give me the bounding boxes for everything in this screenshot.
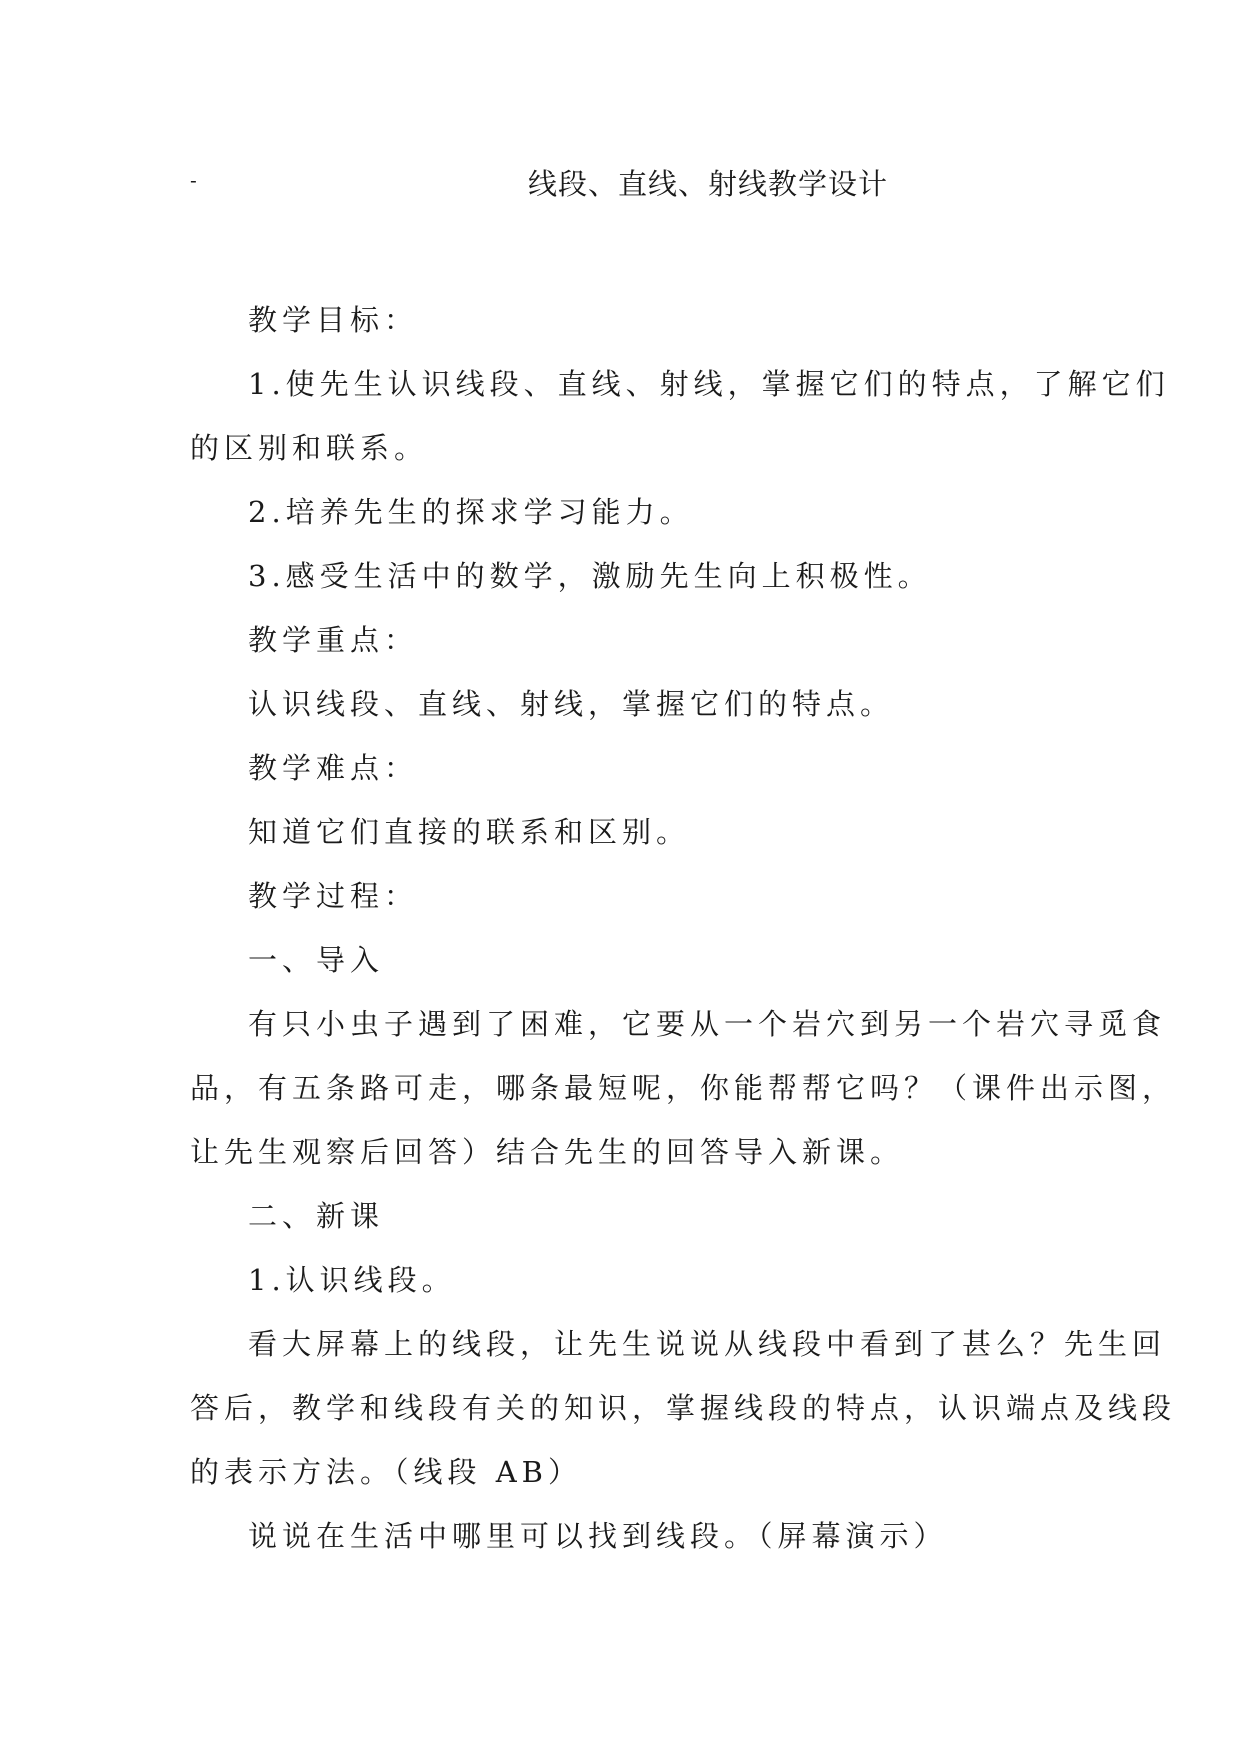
body-line: 说说在生活中哪里可以找到线段。（屏幕演示） bbox=[248, 1519, 948, 1553]
body-line: 有只小虫子遇到了困难，它要从一个岩穴到另一个岩穴寻觅食 bbox=[248, 1007, 1167, 1041]
document-body bbox=[190, 288, 1177, 1568]
body-line: 知道它们直接的联系和区别。 bbox=[248, 815, 691, 849]
body-line: 的表示方法。（线段 AB） bbox=[190, 1455, 582, 1489]
body-line: 答后，教学和线段有关的知识，掌握线段的特点，认识端点及线段 bbox=[190, 1391, 1177, 1425]
body-line: 教学重点： bbox=[248, 623, 419, 657]
body-line: 教学过程： bbox=[248, 879, 419, 913]
body-line: 看大屏幕上的线段，让先生说说从线段中看到了甚么？先生回 bbox=[248, 1327, 1167, 1361]
body-line: 一、导入 bbox=[248, 943, 385, 977]
body-line: 1.认识线段。 bbox=[248, 1263, 456, 1297]
body-line: 教学难点： bbox=[248, 751, 419, 785]
body-line: 的区别和联系。 bbox=[190, 431, 429, 465]
body-line: 二、新课 bbox=[248, 1199, 385, 1233]
body-line: 让先生观察后回答）结合先生的回答导入新课。 bbox=[190, 1135, 905, 1169]
body-line: 1.使先生认识线段、直线、射线，掌握它们的特点，了解它们 bbox=[248, 367, 1170, 401]
body-line: 2.培养先生的探求学习能力。 bbox=[248, 495, 694, 529]
header-mark: - bbox=[190, 168, 197, 192]
body-line: 品，有五条路可走，哪条最短呢，你能帮帮它吗？（课件出示图， bbox=[190, 1071, 1177, 1105]
document-title: 线段、直线、射线教学设计 bbox=[528, 167, 889, 201]
body-line: 教学目标： bbox=[248, 303, 419, 337]
body-line: 3.感受生活中的数学，激励先生向上积极性。 bbox=[248, 559, 932, 593]
body-line: 认识线段、直线、射线，掌握它们的特点。 bbox=[248, 687, 895, 721]
